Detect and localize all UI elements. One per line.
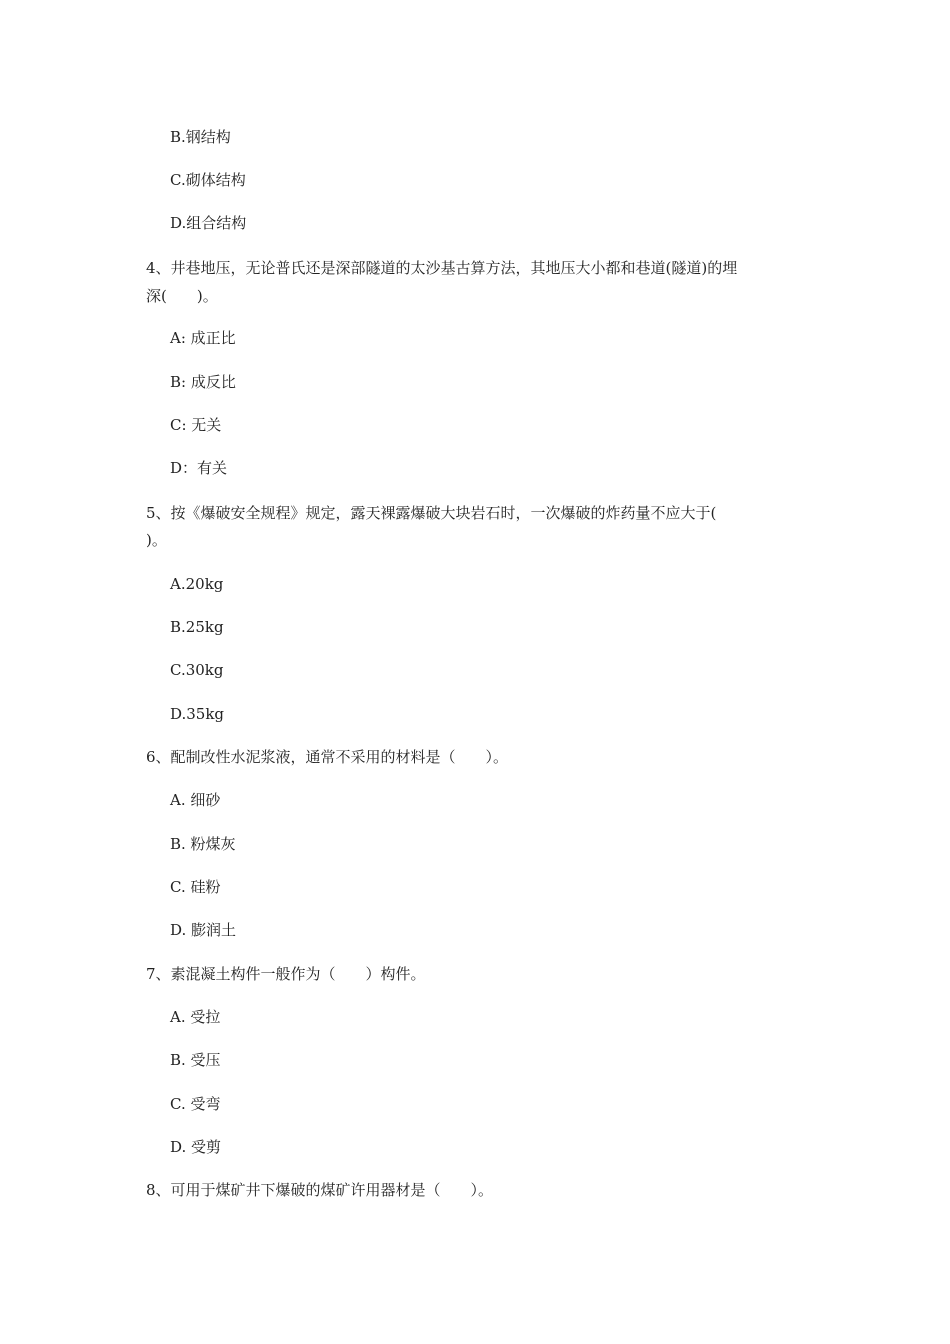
- option-5c: C.30kg: [170, 661, 224, 679]
- option-4c: C: 无关: [170, 416, 222, 434]
- option-3d: D.组合结构: [170, 214, 247, 232]
- option-5b: B.25kg: [170, 618, 224, 636]
- option-6b: B. 粉煤灰: [170, 835, 236, 853]
- question-4-line-2: 深( )。: [146, 287, 218, 305]
- option-7d: D. 受剪: [170, 1138, 222, 1156]
- question-5-line-1: 5、按《爆破安全规程》规定，露天裸露爆破大块岩石时，一次爆破的炸药量不应大于(: [146, 504, 717, 522]
- option-5a: A.20kg: [170, 575, 224, 593]
- option-6d: D. 膨润土: [170, 921, 237, 939]
- option-5d: D.35kg: [170, 705, 225, 723]
- option-4a: A: 成正比: [170, 329, 236, 347]
- question-4-line-1: 4、井巷地压，无论普氏还是深部隧道的太沙基古算方法，其地压大小都和巷道(隧道)的埋: [146, 259, 738, 277]
- option-4b: B: 成反比: [170, 373, 236, 391]
- option-3b: B.钢结构: [170, 128, 231, 146]
- question-8: 8、可用于煤矿井下爆破的煤矿许用器材是（ ）。: [146, 1181, 494, 1199]
- option-3c: C.砌体结构: [170, 171, 246, 189]
- option-7c: C. 受弯: [170, 1095, 221, 1113]
- option-6c: C. 硅粉: [170, 878, 221, 896]
- question-6: 6、配制改性水泥浆液，通常不采用的材料是（ ）。: [146, 748, 509, 766]
- question-7: 7、素混凝土构件一般作为（ ）构件。: [146, 965, 426, 983]
- question-5-line-2: )。: [146, 531, 167, 549]
- option-6a: A. 细砂: [170, 791, 221, 809]
- option-7b: B. 受压: [170, 1051, 221, 1069]
- option-4d: D：有关: [170, 459, 228, 477]
- option-7a: A. 受拉: [170, 1008, 221, 1026]
